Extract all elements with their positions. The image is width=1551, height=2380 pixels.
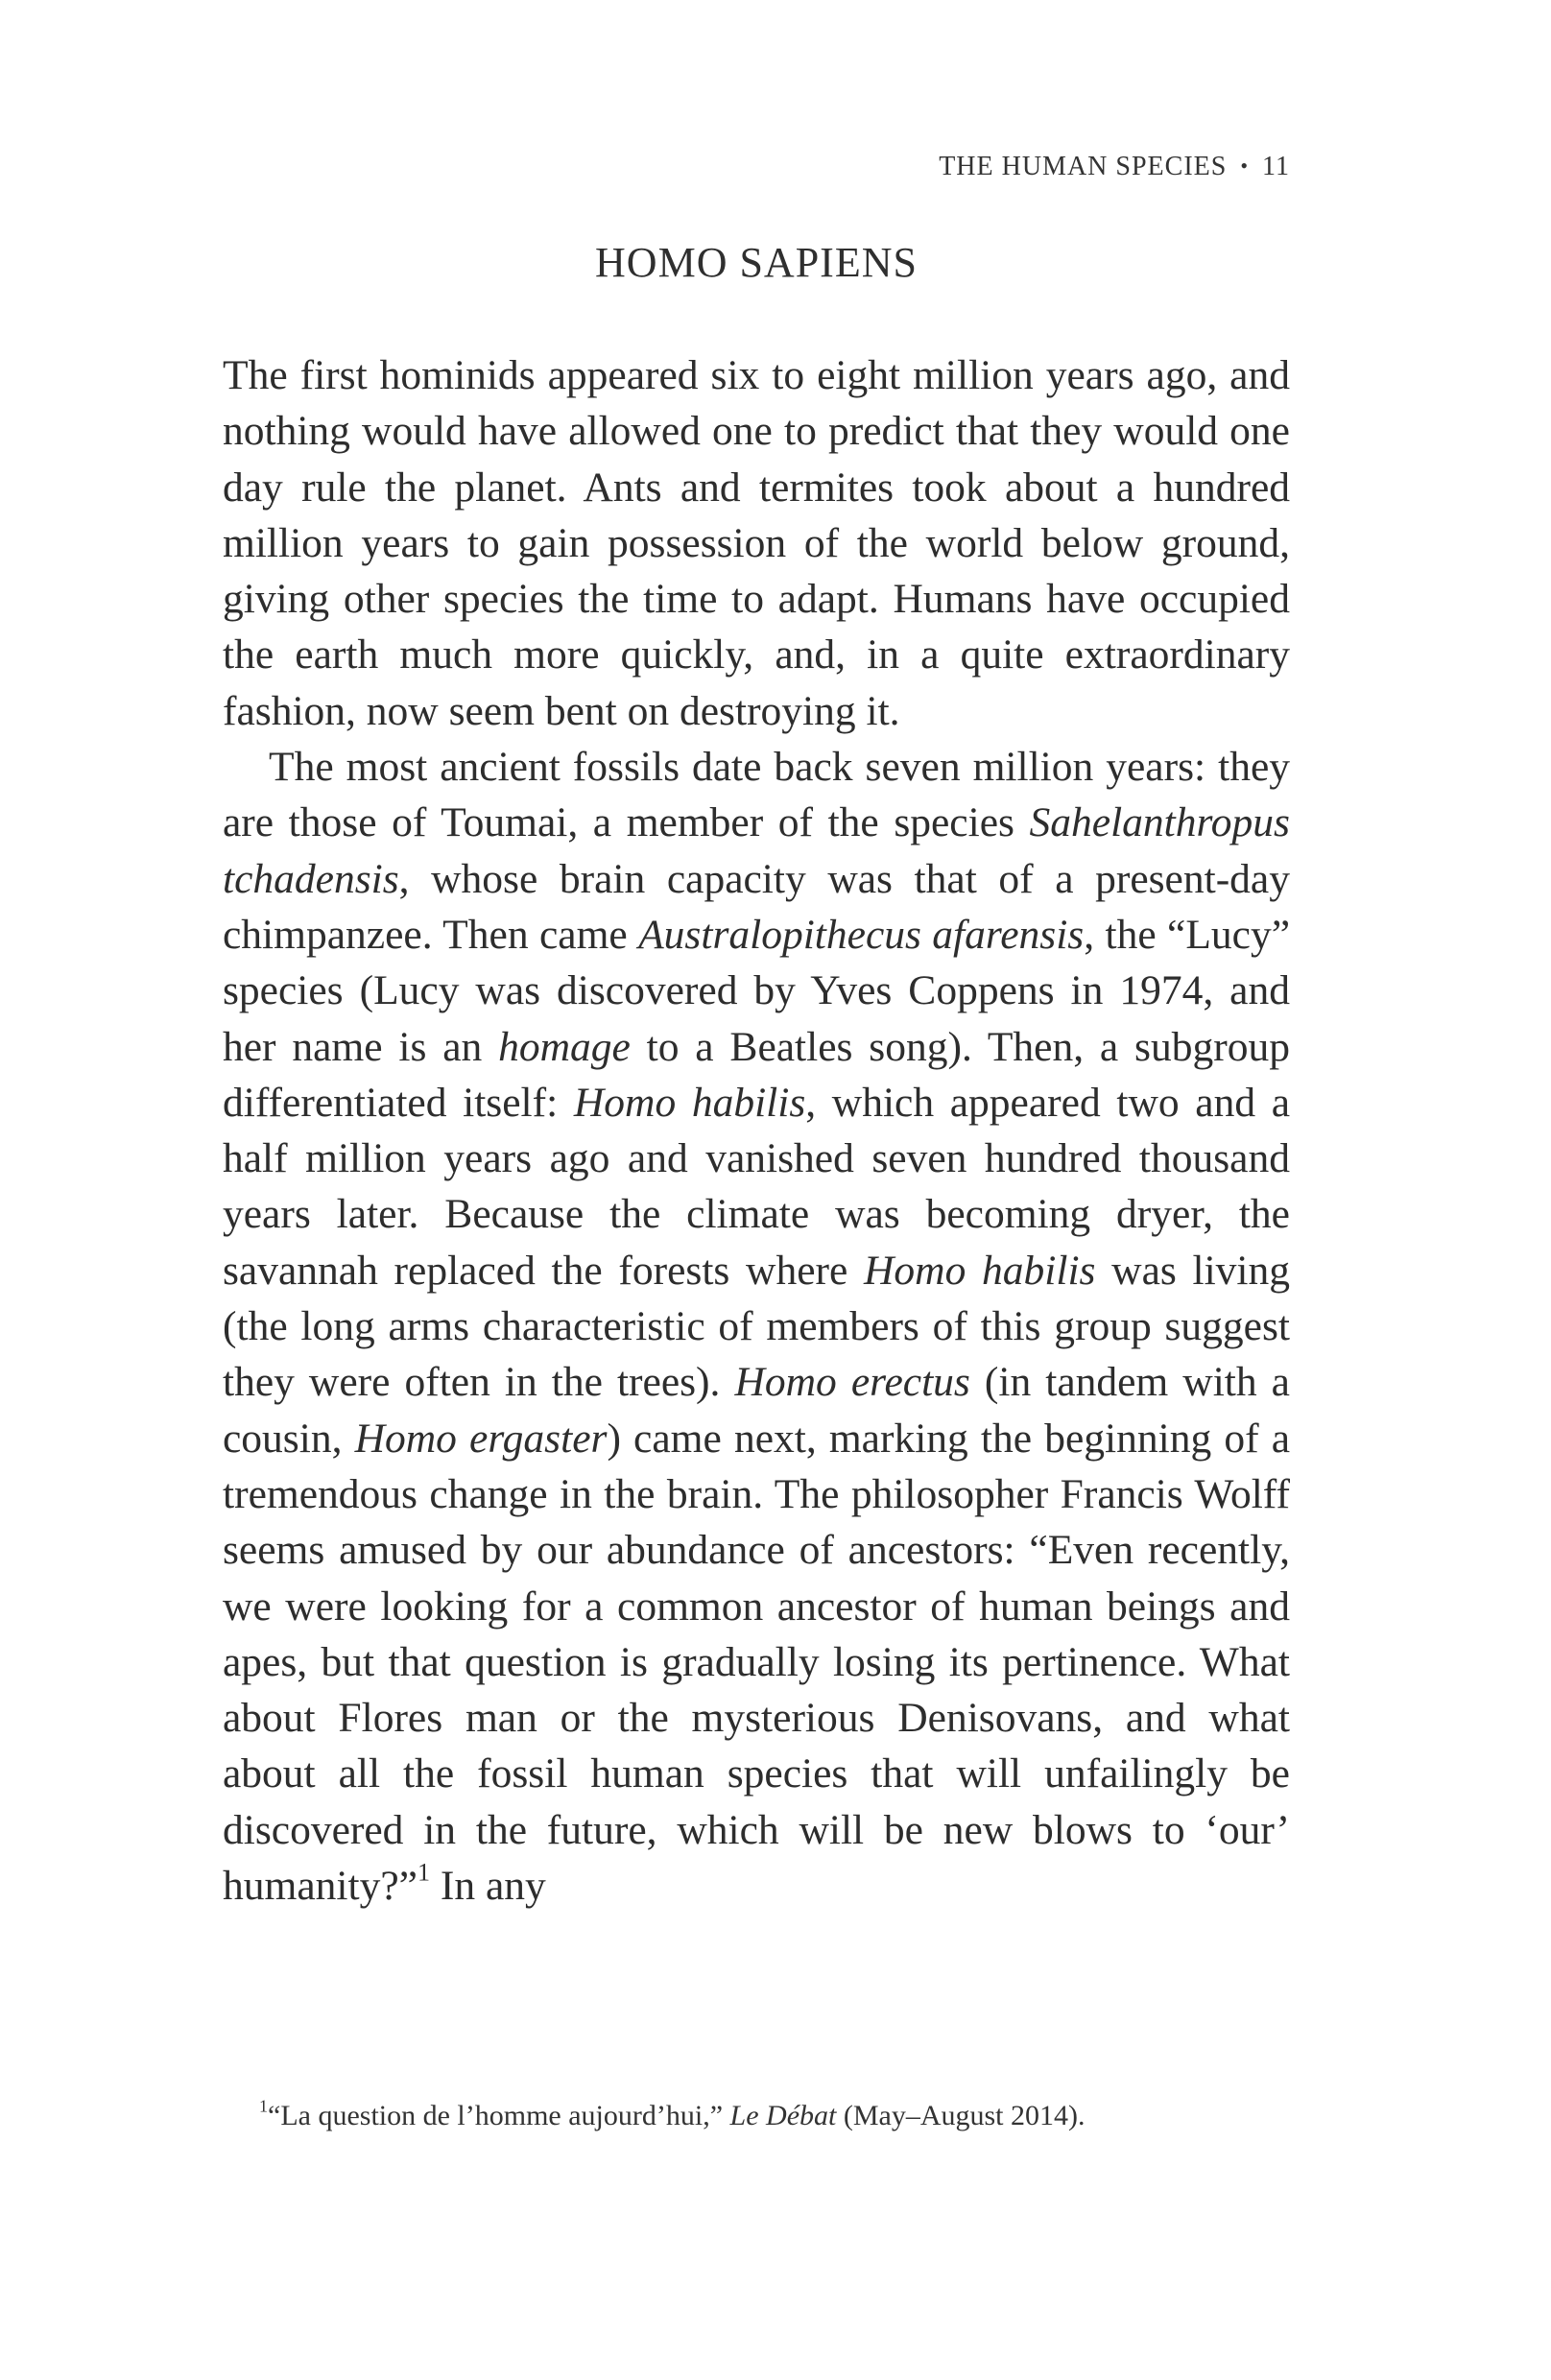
italic-text: Homo habilis xyxy=(573,1079,806,1126)
text-run: In any xyxy=(429,1863,546,1910)
text-run: The most ancient fossils date back seven million years: they are those of Toumai, a member of the species xyxy=(223,744,1290,846)
paragraph xyxy=(223,739,1290,1914)
italic-text: Australopithecus afarensis xyxy=(638,911,1085,958)
footnote-marker: 1 xyxy=(259,2096,268,2116)
text-run: (May–August 2014). xyxy=(836,2100,1086,2131)
text-run: ) came next, marking the beginning of a tremendous change in the brain. The philosopher Francis Wolff seems amused by our abundance of ancestors: “Even recently, we were looking for a common ancestor of human beings and apes, but that question is gradually losing its pertinence. What about Flores man or the mysterious Denisovans, and what about all the fossil human species that will unfailingly be discovered in the future, which will be new blows to ‘our’ humanity?” xyxy=(223,1415,1291,1910)
italic-text: Le Débat xyxy=(729,2100,837,2131)
header-separator: • xyxy=(1240,154,1250,178)
italic-text: Homo erectus xyxy=(734,1359,970,1406)
section-title: HOMO SAPIENS xyxy=(595,239,918,286)
italic-text: Homo habilis xyxy=(864,1247,1096,1294)
text-run: (in tandem with a cousin, xyxy=(223,1359,1290,1462)
italic-text: homage xyxy=(498,1023,631,1070)
text-run: “La question de l’homme aujourd’hui,” xyxy=(268,2100,730,2131)
text-run: , whose brain capacity was that of a present-day chimpanzee. Then came xyxy=(223,855,1290,958)
footnote xyxy=(259,2097,1290,2135)
text-run: The first hominids appeared six to eight million years ago, and nothing would have allowed one to predict that they would one day rule the planet. Ants and termites took about a hundred million years to gain possession of the world below ground, giving other species the time to adapt. Humans have occupied the earth much more quickly, and, in a quite extraordinary fashion, now seem bent on destroying it. xyxy=(223,352,1290,734)
running-title: THE HUMAN SPECIES xyxy=(939,152,1228,181)
paragraph xyxy=(223,347,1290,739)
body-text xyxy=(223,347,1290,1914)
text-run: , which appeared two and a half million years ago and vanished seven hundred thousand years later. Because the climate was becoming dryer, the savannah replaced the forests where xyxy=(223,1079,1291,1294)
footnote-marker: 1 xyxy=(417,1858,430,1887)
italic-text: Sahelanthropus tchadensis xyxy=(223,799,1290,902)
text-run: , the “Lucy” species (Lucy was discovered by Yves Coppens in 1974, and her name is an xyxy=(223,911,1291,1070)
running-header xyxy=(939,152,1290,182)
text-run: was living (the long arms characteristic of members of this group suggest they were often in the trees). xyxy=(223,1247,1291,1406)
text-run: to a Beatles song). Then, a subgroup differentiated itself: xyxy=(223,1023,1290,1126)
page-number: 11 xyxy=(1262,152,1290,181)
italic-text: Homo ergaster xyxy=(354,1415,608,1462)
